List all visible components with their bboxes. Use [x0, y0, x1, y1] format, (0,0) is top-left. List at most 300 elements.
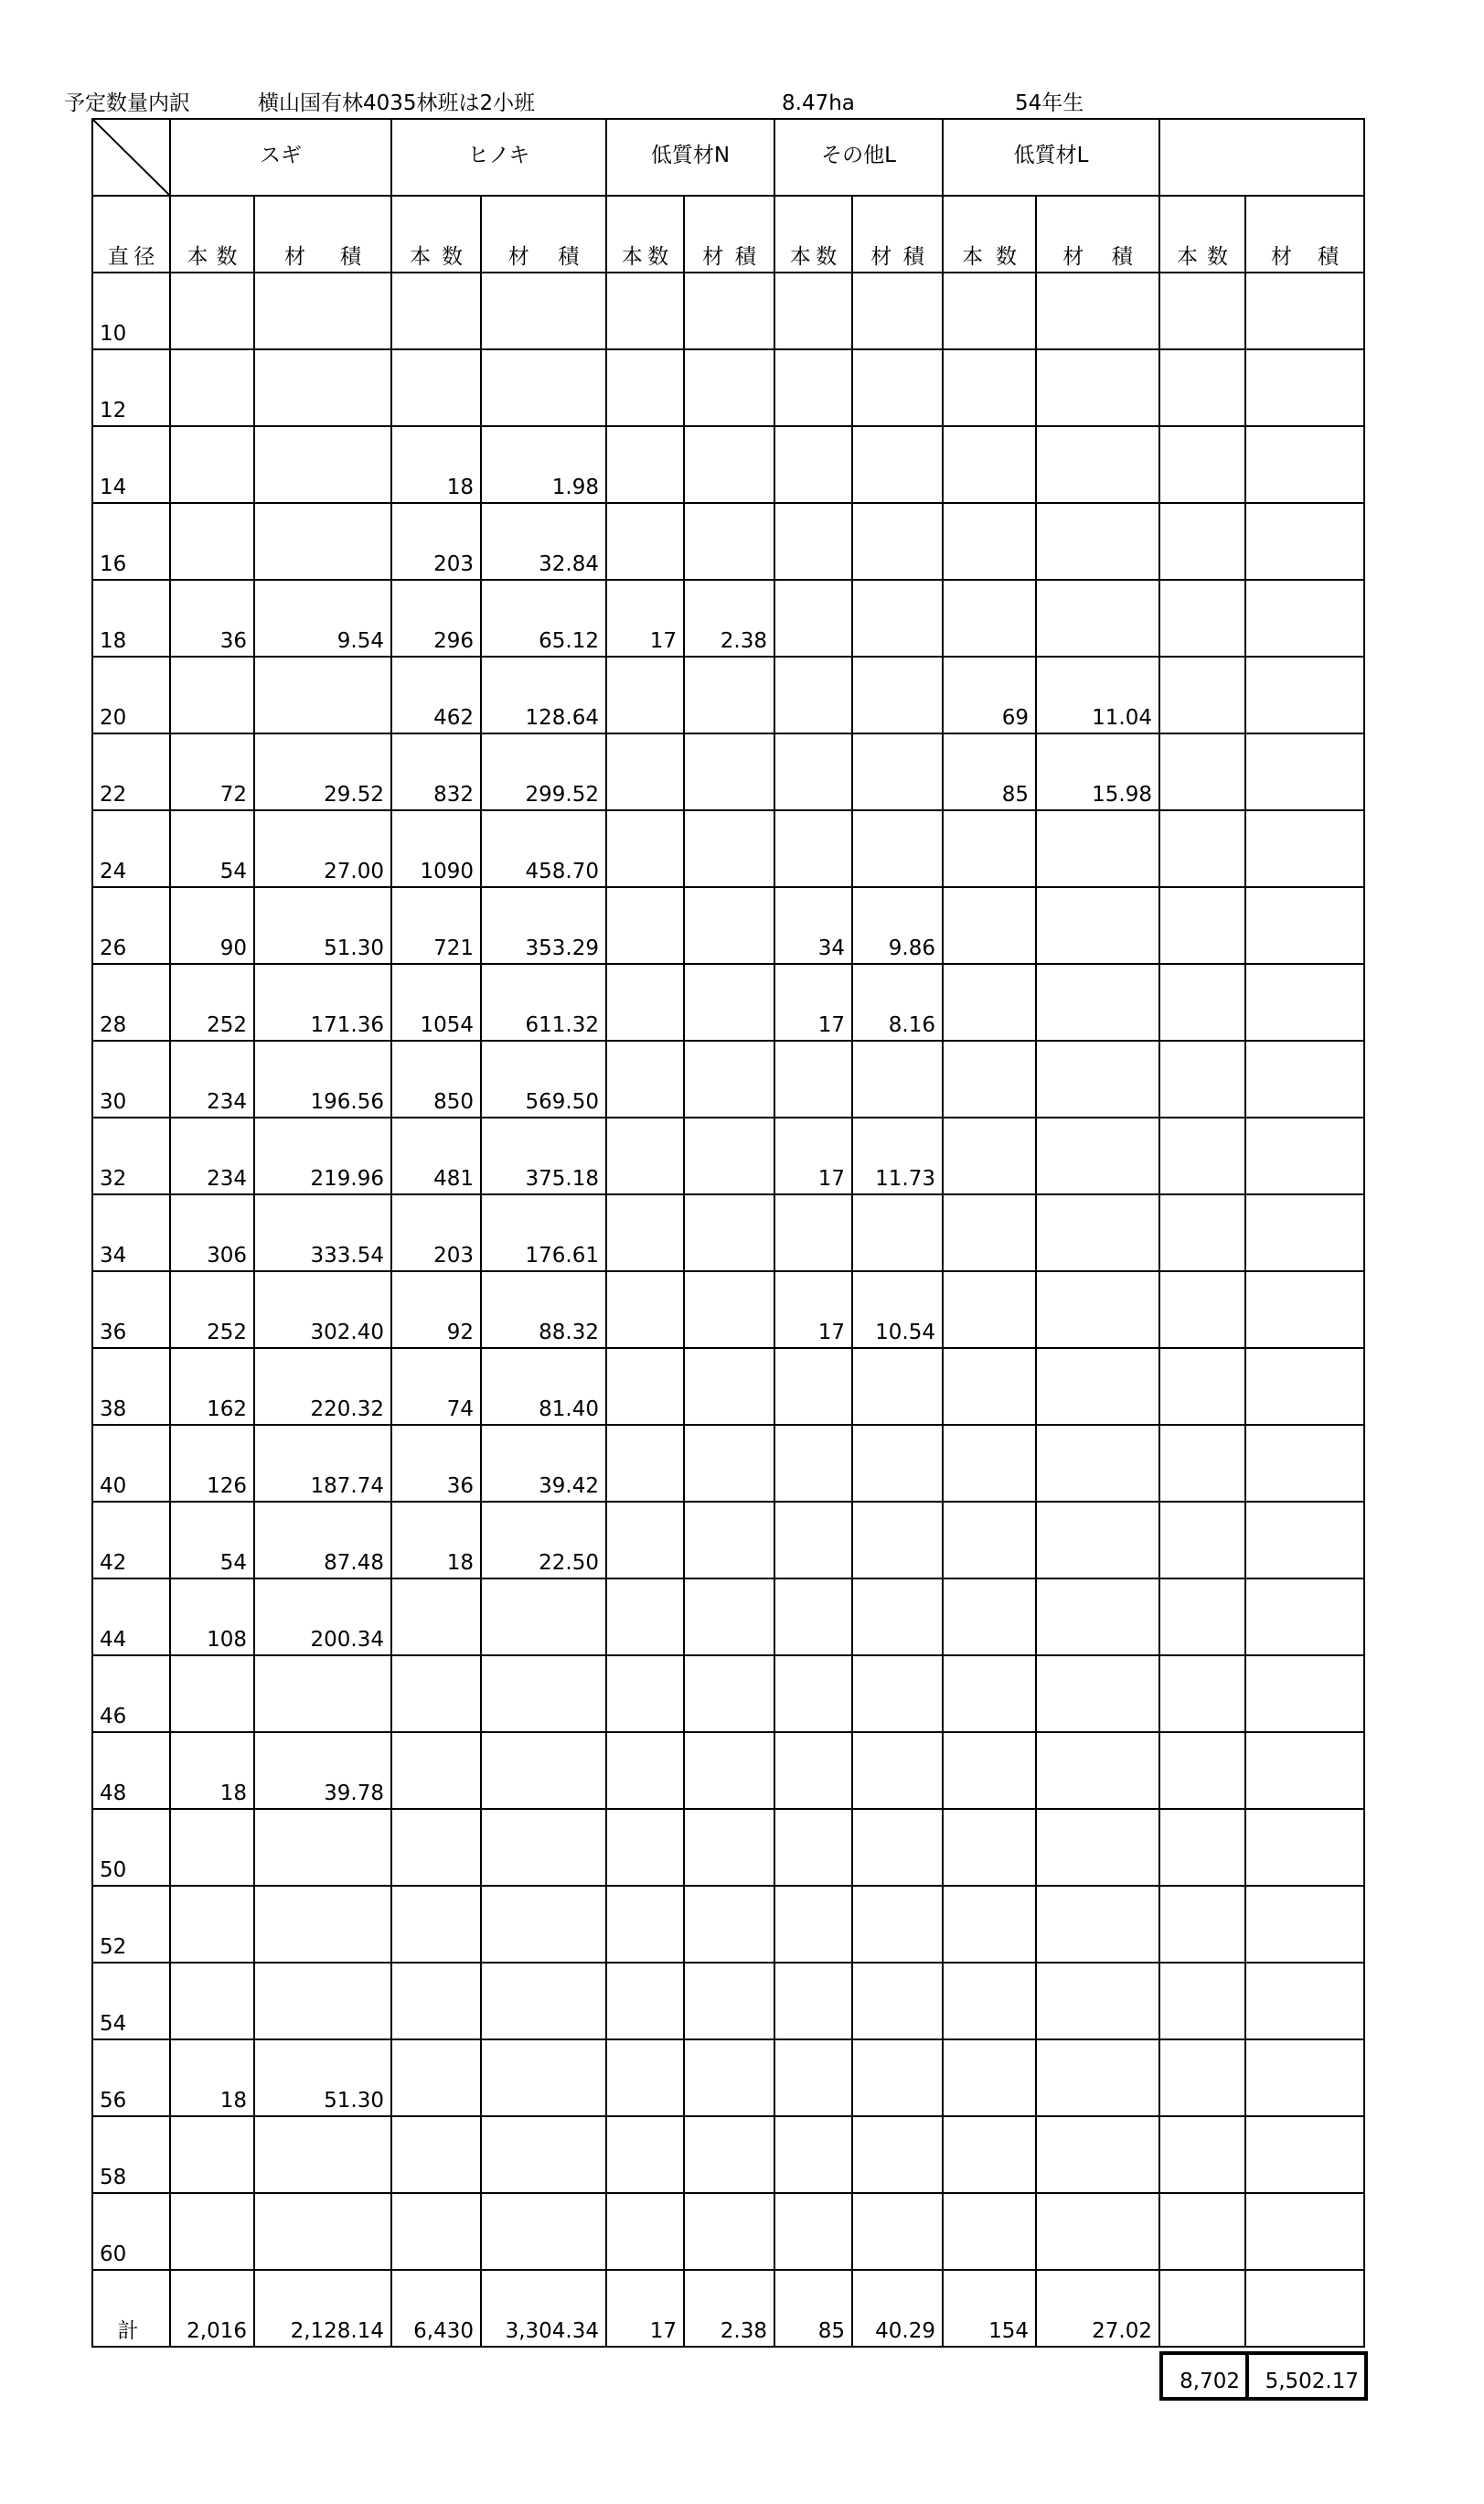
table-row	[92, 273, 1364, 349]
table-row	[92, 657, 1364, 733]
count-cell: 6,430	[391, 2270, 481, 2347]
count-cell	[774, 657, 852, 733]
count-cell	[606, 426, 684, 503]
volume-breakdown-table	[91, 118, 1365, 2348]
count-cell	[774, 1578, 852, 1655]
count-cell	[1159, 2193, 1245, 2270]
volume-cell	[1036, 1886, 1159, 1963]
volume-cell	[1245, 887, 1364, 964]
count-cell	[606, 810, 684, 887]
diameter-cell: 10	[92, 273, 170, 349]
volume-cell	[1036, 273, 1159, 349]
count-label: 本 数	[1159, 196, 1245, 273]
count-cell	[606, 1578, 684, 1655]
species-header-row	[92, 119, 1364, 196]
count-cell	[943, 1348, 1036, 1425]
volume-cell	[852, 2116, 943, 2193]
volume-cell	[1036, 1502, 1159, 1578]
volume-cell	[684, 657, 774, 733]
count-cell: 850	[391, 1041, 481, 1118]
table-row	[92, 2039, 1364, 2116]
volume-cell	[1245, 426, 1364, 503]
stand-age: 54年生	[1015, 91, 1084, 115]
volume-cell	[1036, 580, 1159, 657]
volume-cell: 375.18	[481, 1118, 606, 1194]
count-cell	[1159, 887, 1245, 964]
table-row	[92, 1348, 1364, 1425]
volume-cell	[852, 426, 943, 503]
volume-cell	[481, 2039, 606, 2116]
volume-cell: 353.29	[481, 887, 606, 964]
table-row	[92, 1732, 1364, 1809]
count-cell	[606, 1348, 684, 1425]
volume-cell	[254, 349, 391, 426]
count-cell	[1159, 273, 1245, 349]
volume-cell	[684, 964, 774, 1041]
volume-label: 材 積	[481, 196, 606, 273]
volume-label: 材 積	[254, 196, 391, 273]
volume-cell: 32.84	[481, 503, 606, 580]
count-cell	[391, 273, 481, 349]
diameter-cell: 34	[92, 1194, 170, 1271]
count-cell	[774, 1732, 852, 1809]
volume-cell	[684, 810, 774, 887]
count-cell	[774, 1194, 852, 1271]
count-cell: 17	[774, 1271, 852, 1348]
count-cell	[1159, 810, 1245, 887]
volume-cell	[1245, 1809, 1364, 1886]
diameter-cell: 18	[92, 580, 170, 657]
volume-cell	[1036, 1041, 1159, 1118]
count-cell	[943, 1271, 1036, 1348]
volume-cell: 27.02	[1036, 2270, 1159, 2347]
diameter-cell: 28	[92, 964, 170, 1041]
count-label: 本 数	[943, 196, 1036, 273]
count-cell	[1159, 1732, 1245, 1809]
count-cell: 18	[391, 1502, 481, 1578]
volume-cell: 128.64	[481, 657, 606, 733]
count-cell: 92	[391, 1271, 481, 1348]
count-cell: 2,016	[170, 2270, 254, 2347]
volume-cell: 333.54	[254, 1194, 391, 1271]
volume-label: 材 積	[1036, 196, 1159, 273]
count-cell	[606, 1502, 684, 1578]
count-cell	[391, 1578, 481, 1655]
count-cell	[391, 2116, 481, 2193]
volume-cell: 11.04	[1036, 657, 1159, 733]
count-cell	[170, 1886, 254, 1963]
volume-cell: 8.16	[852, 964, 943, 1041]
count-cell	[774, 733, 852, 810]
table-body	[92, 119, 1364, 2347]
species-header-sugi: スギ	[170, 119, 391, 196]
diameter-cell: 36	[92, 1271, 170, 1348]
volume-cell: 171.36	[254, 964, 391, 1041]
table-row	[92, 964, 1364, 1041]
count-cell: 462	[391, 657, 481, 733]
count-cell	[606, 1809, 684, 1886]
count-cell	[606, 273, 684, 349]
volume-cell	[481, 1732, 606, 1809]
count-cell	[606, 733, 684, 810]
count-cell	[391, 2193, 481, 2270]
count-cell	[170, 503, 254, 580]
volume-cell	[684, 1732, 774, 1809]
volume-cell	[254, 1963, 391, 2039]
volume-cell	[254, 1809, 391, 1886]
diameter-cell: 48	[92, 1732, 170, 1809]
count-cell	[1159, 1963, 1245, 2039]
volume-cell	[684, 2039, 774, 2116]
volume-cell	[1036, 964, 1159, 1041]
count-cell	[391, 1809, 481, 1886]
count-cell	[391, 1886, 481, 1963]
volume-cell	[1036, 1578, 1159, 1655]
count-cell	[606, 1732, 684, 1809]
count-cell	[774, 1348, 852, 1425]
diameter-cell: 38	[92, 1348, 170, 1425]
count-cell	[1159, 1886, 1245, 1963]
count-cell	[774, 1809, 852, 1886]
count-cell	[1159, 580, 1245, 657]
table-row	[92, 1502, 1364, 1578]
diameter-cell: 44	[92, 1578, 170, 1655]
count-cell	[943, 887, 1036, 964]
count-cell: 34	[774, 887, 852, 964]
volume-cell	[1245, 1041, 1364, 1118]
table-row	[92, 426, 1364, 503]
table-row	[92, 1271, 1364, 1348]
volume-cell: 220.32	[254, 1348, 391, 1425]
volume-cell	[684, 426, 774, 503]
count-cell: 252	[170, 1271, 254, 1348]
count-cell	[606, 1041, 684, 1118]
table-row	[92, 1425, 1364, 1502]
species-header-blank	[1159, 119, 1364, 196]
count-cell	[774, 1963, 852, 2039]
count-cell	[774, 2116, 852, 2193]
volume-cell: 9.86	[852, 887, 943, 964]
species-header-hinoki: ヒノキ	[391, 119, 606, 196]
volume-cell	[254, 1655, 391, 1732]
volume-cell	[1036, 2116, 1159, 2193]
count-cell	[170, 349, 254, 426]
count-cell	[1159, 1348, 1245, 1425]
diameter-cell: 50	[92, 1809, 170, 1886]
count-cell	[170, 426, 254, 503]
volume-cell: 81.40	[481, 1348, 606, 1425]
volume-cell	[1245, 810, 1364, 887]
volume-cell	[1245, 1655, 1364, 1732]
volume-cell	[1245, 1732, 1364, 1809]
count-cell	[606, 2039, 684, 2116]
count-cell	[943, 964, 1036, 1041]
volume-cell	[852, 273, 943, 349]
column-label-row	[92, 196, 1364, 273]
volume-cell	[852, 580, 943, 657]
totals-row	[92, 2270, 1364, 2347]
count-cell	[943, 273, 1036, 349]
count-cell: 17	[606, 2270, 684, 2347]
doc-title: 予定数量内訳	[64, 91, 190, 115]
count-cell	[943, 810, 1036, 887]
count-cell: 234	[170, 1118, 254, 1194]
volume-cell: 187.74	[254, 1425, 391, 1502]
count-cell	[943, 426, 1036, 503]
count-cell	[170, 657, 254, 733]
count-cell	[943, 580, 1036, 657]
count-label: 本 数	[391, 196, 481, 273]
count-cell: 296	[391, 580, 481, 657]
volume-cell: 299.52	[481, 733, 606, 810]
count-cell	[1159, 1041, 1245, 1118]
volume-cell	[481, 1886, 606, 1963]
count-cell	[1159, 1271, 1245, 1348]
table-row	[92, 1963, 1364, 2039]
volume-cell	[1245, 1886, 1364, 1963]
volume-cell: 1.98	[481, 426, 606, 503]
count-cell: 108	[170, 1578, 254, 1655]
volume-cell: 196.56	[254, 1041, 391, 1118]
count-cell	[606, 657, 684, 733]
volume-cell: 10.54	[852, 1271, 943, 1348]
count-cell: 832	[391, 733, 481, 810]
count-cell: 72	[170, 733, 254, 810]
count-cell	[1159, 1194, 1245, 1271]
diameter-label: 直 径	[92, 196, 170, 273]
count-cell	[170, 1963, 254, 2039]
volume-cell	[1245, 733, 1364, 810]
volume-cell: 40.29	[852, 2270, 943, 2347]
volume-cell	[1036, 1732, 1159, 1809]
volume-cell	[254, 2193, 391, 2270]
volume-cell: 176.61	[481, 1194, 606, 1271]
volume-cell	[684, 1655, 774, 1732]
diameter-cell: 30	[92, 1041, 170, 1118]
volume-cell	[481, 1963, 606, 2039]
count-cell	[606, 2193, 684, 2270]
count-cell	[1159, 1578, 1245, 1655]
volume-cell	[1036, 349, 1159, 426]
volume-cell	[1036, 810, 1159, 887]
count-cell	[170, 2193, 254, 2270]
forest-location: 横山国有林4035林班は2小班	[258, 91, 536, 115]
count-cell: 721	[391, 887, 481, 964]
volume-cell	[852, 2193, 943, 2270]
count-cell	[774, 810, 852, 887]
volume-cell: 87.48	[254, 1502, 391, 1578]
table-row	[92, 1194, 1364, 1271]
volume-cell	[254, 503, 391, 580]
volume-label: 材 積	[684, 196, 774, 273]
table-row	[92, 1041, 1364, 1118]
totals-label: 計	[92, 2270, 170, 2347]
volume-cell	[852, 1578, 943, 1655]
volume-cell: 11.73	[852, 1118, 943, 1194]
table-row	[92, 887, 1364, 964]
volume-cell	[684, 1963, 774, 2039]
count-cell	[1159, 2116, 1245, 2193]
volume-cell	[852, 1655, 943, 1732]
volume-cell	[852, 349, 943, 426]
table-row	[92, 1809, 1364, 1886]
count-cell: 162	[170, 1348, 254, 1425]
count-cell	[1159, 1502, 1245, 1578]
volume-cell	[1245, 1963, 1364, 2039]
volume-cell	[481, 1655, 606, 1732]
species-header-low-quality-l: 低質材L	[943, 119, 1159, 196]
count-cell: 54	[170, 810, 254, 887]
volume-cell	[254, 2116, 391, 2193]
count-cell	[170, 2116, 254, 2193]
count-cell	[606, 1425, 684, 1502]
volume-cell: 219.96	[254, 1118, 391, 1194]
table-row	[92, 349, 1364, 426]
volume-cell	[1036, 1271, 1159, 1348]
volume-label: 材 積	[1245, 196, 1364, 273]
volume-cell	[1036, 887, 1159, 964]
count-cell	[774, 1041, 852, 1118]
count-cell	[1159, 1425, 1245, 1502]
volume-cell	[852, 1502, 943, 1578]
count-cell	[606, 1655, 684, 1732]
table-row	[92, 1886, 1364, 1963]
diameter-cell: 40	[92, 1425, 170, 1502]
volume-cell: 2.38	[684, 580, 774, 657]
table-row	[92, 503, 1364, 580]
volume-cell	[1245, 503, 1364, 580]
count-label: 本 数	[170, 196, 254, 273]
diameter-cell: 56	[92, 2039, 170, 2116]
species-header-other-l: その他L	[774, 119, 943, 196]
volume-cell	[1245, 349, 1364, 426]
volume-cell	[254, 657, 391, 733]
volume-cell	[481, 1809, 606, 1886]
volume-cell	[1245, 273, 1364, 349]
volume-cell	[1245, 964, 1364, 1041]
count-cell	[1159, 503, 1245, 580]
count-cell	[1159, 964, 1245, 1041]
volume-cell	[1245, 2039, 1364, 2116]
count-cell	[606, 2116, 684, 2193]
diameter-cell: 16	[92, 503, 170, 580]
count-cell	[774, 503, 852, 580]
volume-cell	[1245, 1348, 1364, 1425]
count-cell: 18	[170, 2039, 254, 2116]
diameter-cell: 20	[92, 657, 170, 733]
volume-cell	[684, 2193, 774, 2270]
table-row	[92, 1578, 1364, 1655]
volume-cell	[852, 1348, 943, 1425]
count-cell	[943, 2039, 1036, 2116]
count-cell	[774, 273, 852, 349]
volume-cell	[852, 1425, 943, 1502]
count-cell: 17	[606, 580, 684, 657]
volume-cell	[684, 349, 774, 426]
count-cell	[943, 1194, 1036, 1271]
count-cell: 36	[391, 1425, 481, 1502]
volume-cell	[1245, 2270, 1364, 2347]
table-row	[92, 1118, 1364, 1194]
grand-total-row	[1161, 2353, 1366, 2399]
volume-cell	[852, 810, 943, 887]
count-cell	[606, 1271, 684, 1348]
grand-total-volume: 5,502.17	[1247, 2353, 1366, 2399]
table-row	[92, 810, 1364, 887]
count-cell: 234	[170, 1041, 254, 1118]
area-value: 8.47ha	[782, 91, 855, 115]
volume-cell	[254, 273, 391, 349]
count-cell	[943, 1502, 1036, 1578]
count-cell: 1054	[391, 964, 481, 1041]
diameter-cell: 54	[92, 1963, 170, 2039]
volume-cell	[684, 1041, 774, 1118]
diameter-cell: 58	[92, 2116, 170, 2193]
volume-cell: 569.50	[481, 1041, 606, 1118]
count-label: 本 数	[606, 196, 684, 273]
count-cell	[170, 273, 254, 349]
volume-cell: 3,304.34	[481, 2270, 606, 2347]
count-cell	[774, 1886, 852, 1963]
volume-cell: 302.40	[254, 1271, 391, 1348]
count-cell	[774, 1425, 852, 1502]
count-cell	[774, 1655, 852, 1732]
table-row	[92, 2116, 1364, 2193]
count-cell	[943, 2193, 1036, 2270]
count-cell	[943, 1041, 1036, 1118]
count-cell	[1159, 657, 1245, 733]
volume-cell	[684, 1502, 774, 1578]
count-cell	[391, 1732, 481, 1809]
table-row	[92, 733, 1364, 810]
volume-cell	[1036, 1963, 1159, 2039]
volume-cell	[684, 1194, 774, 1271]
volume-cell	[852, 1886, 943, 1963]
count-cell: 154	[943, 2270, 1036, 2347]
grand-total-count: 8,702	[1161, 2353, 1247, 2399]
volume-cell	[1245, 1425, 1364, 1502]
count-cell	[943, 1118, 1036, 1194]
table-row	[92, 2193, 1364, 2270]
volume-cell: 9.54	[254, 580, 391, 657]
count-cell: 85	[943, 733, 1036, 810]
volume-cell	[852, 503, 943, 580]
table-row	[92, 580, 1364, 657]
count-cell: 54	[170, 1502, 254, 1578]
count-cell: 306	[170, 1194, 254, 1271]
volume-cell: 29.52	[254, 733, 391, 810]
count-cell	[943, 1963, 1036, 2039]
count-cell	[943, 1886, 1036, 1963]
volume-cell: 200.34	[254, 1578, 391, 1655]
volume-cell	[684, 1348, 774, 1425]
volume-cell: 65.12	[481, 580, 606, 657]
volume-cell	[1036, 1809, 1159, 1886]
volume-cell: 22.50	[481, 1502, 606, 1578]
volume-cell: 51.30	[254, 887, 391, 964]
volume-cell	[1036, 426, 1159, 503]
volume-cell	[852, 657, 943, 733]
diameter-cell: 24	[92, 810, 170, 887]
count-cell	[1159, 426, 1245, 503]
volume-cell: 88.32	[481, 1271, 606, 1348]
count-cell	[774, 2193, 852, 2270]
count-cell: 126	[170, 1425, 254, 1502]
diameter-cell: 12	[92, 349, 170, 426]
count-cell: 18	[170, 1732, 254, 1809]
count-cell: 69	[943, 657, 1036, 733]
volume-cell	[1245, 657, 1364, 733]
